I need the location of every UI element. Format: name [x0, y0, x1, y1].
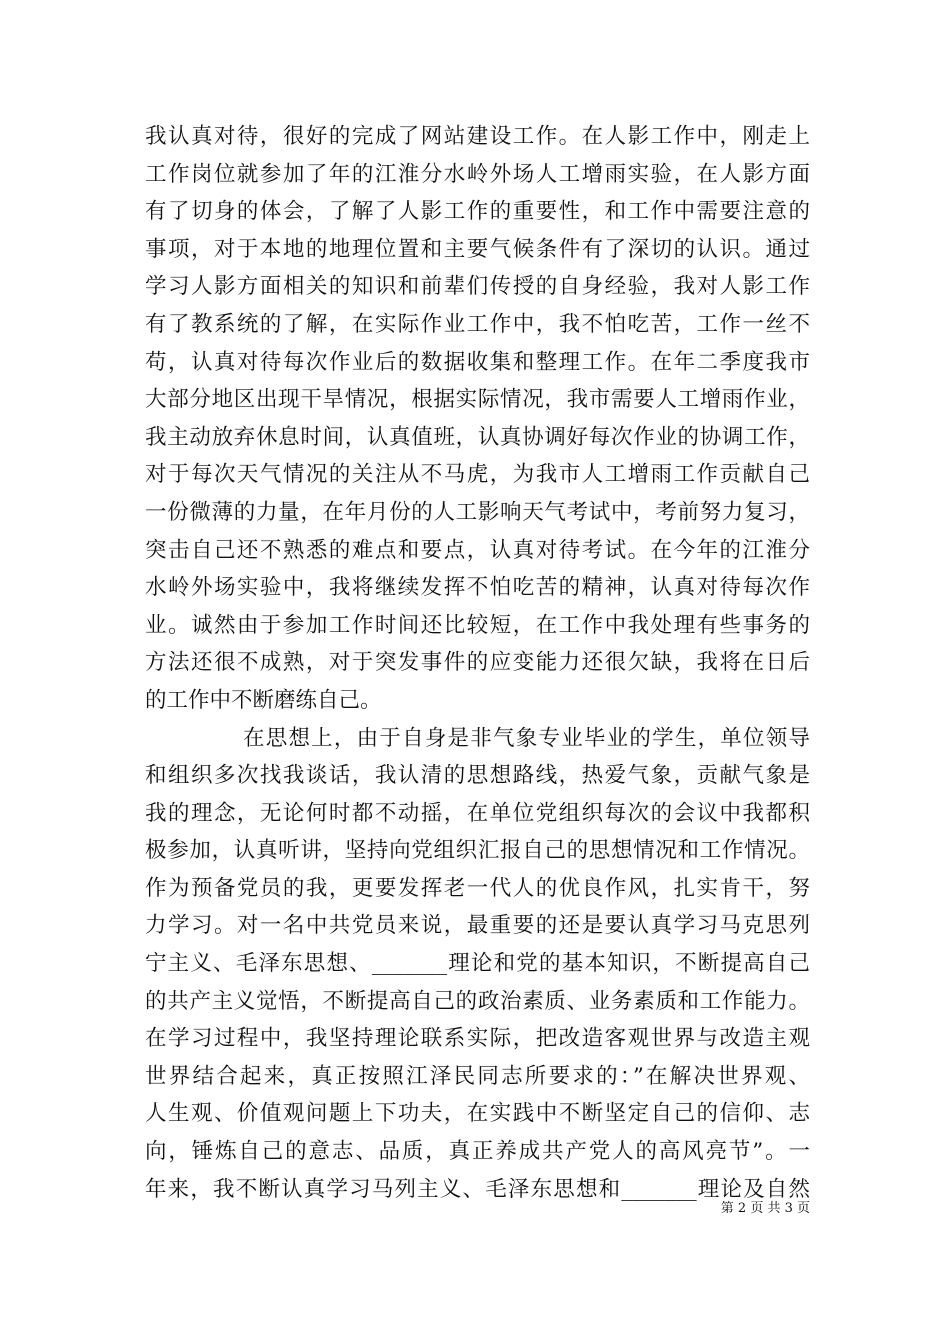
text-line: 的共产主义觉悟，不断提高自己的政治素质、业务素质和工作能力。	[145, 988, 810, 1014]
text-line: 有了切身的体会，了解了人影工作的重要性，和工作中需要注意的	[145, 199, 810, 225]
document-body	[145, 118, 810, 1208]
text-line: 的工作中不断磨练自己。	[145, 687, 382, 713]
text-line: 和组织多次找我谈话，我认清的思想路线，热爱气象，贡献气象是	[145, 763, 810, 789]
text-line: 一份微薄的力量，在年月份的人工影响天气考试中，考前努力复习，	[145, 499, 810, 525]
text-line: 有了教系统的了解，在实际作业工作中，我不怕吃苦，工作一丝不	[145, 311, 810, 337]
text-line: 方法还很不成熟，对于突发事件的应变能力还很欠缺，我将在日后	[145, 650, 810, 676]
text-line: 宁主义、毛泽东思想、_______理论和党的基本知识，不断提高自己	[145, 951, 810, 977]
text-line: 突击自己还不熟悉的难点和要点，认真对待考试。在今年的江淮分	[145, 537, 810, 563]
text-line: 事项，对于本地的地理位置和主要气候条件有了深切的认识。通过	[145, 236, 810, 262]
text-line: 年来，我不断认真学习马列主义、毛泽东思想和_______理论及自然	[145, 1176, 810, 1202]
text-line: 向，锤炼自己的意志、品质，真正养成共产党人的高风亮节”。一	[145, 1139, 810, 1165]
page-number-footer: 第 2 页 共 3 页	[720, 1201, 810, 1216]
text-line: 水岭外场实验中，我将继续发挥不怕吃苦的精神，认真对待每次作	[145, 575, 810, 601]
paragraph-first-line: 在思想上，由于自身是非气象专业毕业的学生，单位领导	[243, 725, 810, 751]
text-line: 作为预备党员的我，更要发挥老一代人的优良作风，扎实肯干，努	[145, 875, 810, 901]
text-line: 我主动放弃休息时间，认真值班，认真协调好每次作业的协调工作，	[145, 424, 810, 450]
text-line: 人生观、价值观问题上下功夫，在实践中不断坚定自己的信仰、志	[145, 1101, 810, 1127]
text-line: 对于每次天气情况的关注从不马虎，为我市人工增雨工作贡献自己	[145, 462, 810, 488]
text-line: 学习人影方面相关的知识和前辈们传授的自身经验，我对人影工作	[145, 274, 810, 300]
text-line: 我的理念，无论何时都不动摇，在单位党组织每次的会议中我都积	[145, 800, 810, 826]
text-line: 业。诚然由于参加工作时间还比较短，在工作中我处理有些事务的	[145, 612, 810, 638]
text-line: 在学习过程中，我坚持理论联系实际，把改造客观世界与改造主观	[145, 1026, 810, 1052]
text-line: 世界结合起来，真正按照江泽民同志所要求的：”在解决世界观、	[145, 1063, 810, 1089]
text-line: 苟，认真对待每次作业后的数据收集和整理工作。在年二季度我市	[145, 349, 810, 375]
text-line: 我认真对待，很好的完成了网站建设工作。在人影工作中，刚走上	[145, 124, 810, 149]
text-line: 力学习。对一名中共党员来说，最重要的还是要认真学习马克思列	[145, 913, 810, 939]
text-line: 工作岗位就参加了年的江淮分水岭外场人工增雨实验，在人影方面	[145, 161, 810, 187]
text-line: 大部分地区出现干旱情况，根据实际情况，我市需要人工增雨作业，	[145, 387, 810, 413]
text-line: 极参加，认真听讲，坚持向党组织汇报自己的思想情况和工作情况。	[145, 838, 810, 864]
